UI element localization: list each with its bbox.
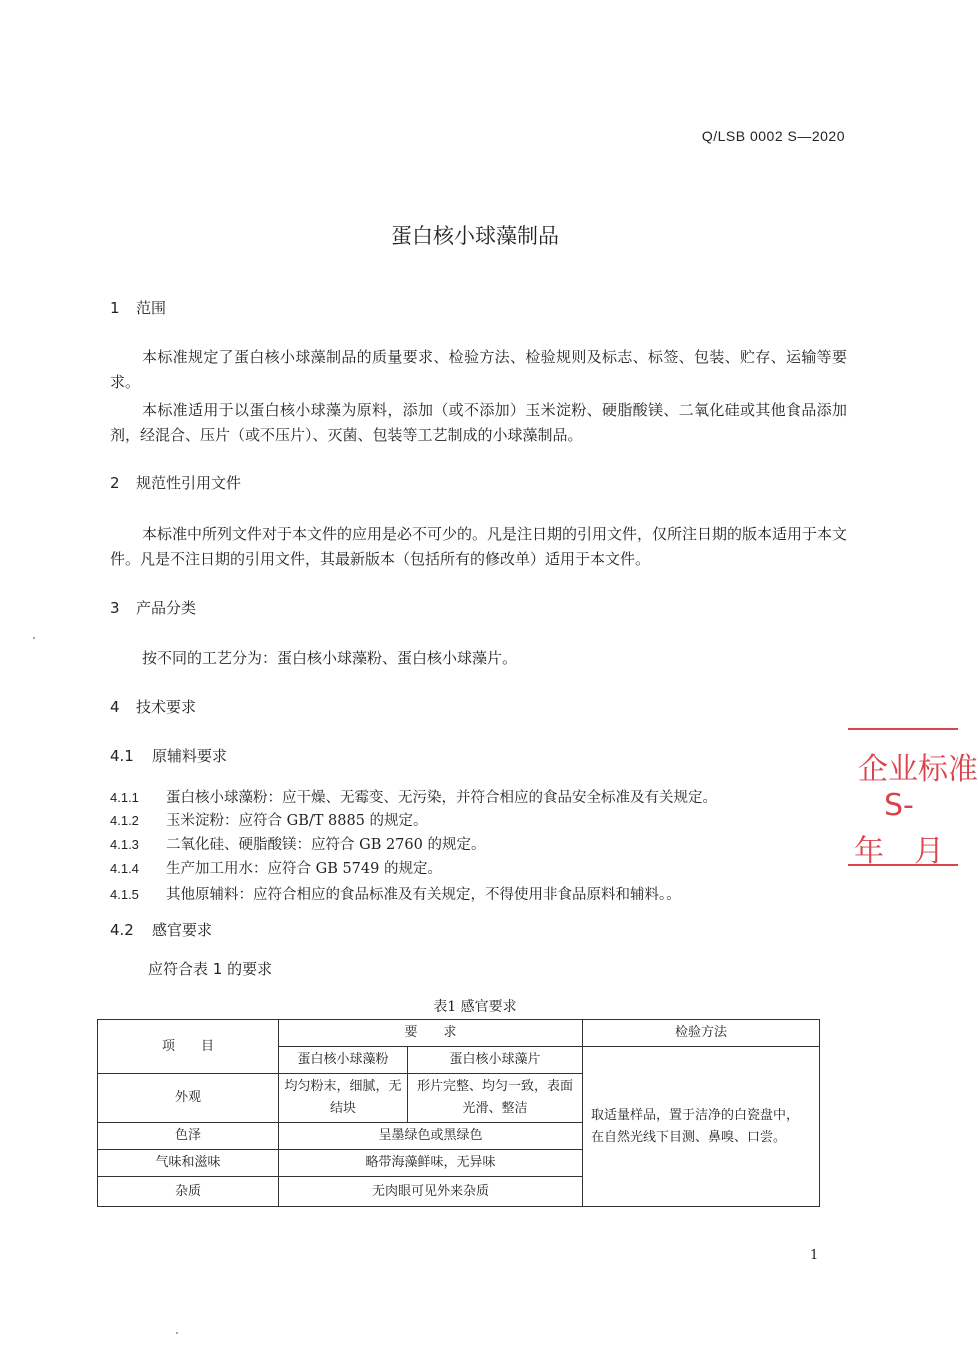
- section-title: 技术要求: [136, 698, 197, 716]
- material-item: [110, 857, 442, 878]
- item-text: 蛋白核小球藻粉：应干燥、无霉变、无污染，并符合相应的食品安全标准及有关规定。: [166, 790, 717, 806]
- header-method: 检验方法: [583, 1020, 820, 1047]
- material-item: [110, 883, 681, 904]
- header-tablet: 蛋白核小球藻片: [408, 1047, 583, 1074]
- row-item: 气味和滋味: [98, 1150, 279, 1177]
- material-item: [110, 786, 717, 807]
- stamp-line-1: 企业标准: [858, 752, 978, 787]
- scope-paragraph-1: 本标准规定了蛋白核小球藻制品的质量要求、检验方法、检验规则及标志、标签、包装、贮存、运输等要求。: [110, 348, 847, 391]
- header-item: 项 目: [98, 1020, 279, 1074]
- section-title: 规范性引用文件: [136, 474, 242, 492]
- section-number: 4.1: [110, 747, 134, 765]
- material-item: [110, 833, 485, 854]
- header-requirement: 要 求: [279, 1020, 583, 1047]
- section-title: 感官要求: [152, 921, 213, 939]
- references-paragraph: 本标准中所列文件对于本文件的应用是必不可少的。凡是注日期的引用文件，仅所注日期的版本适用于本文件。凡是不注日期的引用文件，其最新版本（包括所有的修改单）适用于本文件。: [110, 525, 848, 568]
- item-number: 4.1.2: [110, 813, 139, 828]
- row-item: 色泽: [98, 1123, 279, 1150]
- item-text: 其他原辅料：应符合相应的食品标准及有关规定，不得使用非食品原料和辅料。。: [166, 887, 681, 903]
- scope-paragraph-2: 本标准适用于以蛋白核小球藻为原料，添加（或不添加）玉米淀粉、硬脂酸镁、二氧化硅或其他食品添加剂，经混合、压片（或不压片）、灭菌、包装等工艺制成的小球藻制品。: [110, 401, 847, 444]
- page-number: 1: [810, 1248, 819, 1263]
- row-both: 无肉眼可见外来杂质: [279, 1177, 583, 1207]
- scan-speck: [33, 637, 35, 639]
- row-both: 略带海藻鲜味，无异味: [279, 1150, 583, 1177]
- item-number: 4.1.5: [110, 887, 139, 902]
- scan-speck: [176, 1332, 178, 1334]
- sensory-note: 应符合表 1 的要求: [148, 960, 273, 978]
- section-number: 2: [110, 474, 120, 492]
- classification-paragraph: 按不同的工艺分为：蛋白核小球藻粉、蛋白核小球藻片。: [142, 649, 518, 667]
- section-number: 1: [110, 299, 120, 317]
- table-header-row: [98, 1020, 820, 1047]
- row-item: 外观: [98, 1074, 279, 1123]
- row-item: 杂质: [98, 1177, 279, 1207]
- header-powder: 蛋白核小球藻粉: [279, 1047, 408, 1074]
- row-tablet: 形片完整、均匀一致，表面光滑、整洁: [408, 1074, 583, 1123]
- section-4-heading: [110, 696, 196, 717]
- section-title: 产品分类: [136, 599, 197, 617]
- section-number: 4: [110, 698, 120, 716]
- stamp-line-2: S-: [884, 788, 914, 823]
- method-cell: 取适量样品，置于洁净的白瓷盘中，在自然光线下目测、鼻嗅、口尝。: [583, 1047, 820, 1207]
- section-4-2-heading: [110, 919, 212, 940]
- section-2-heading: [110, 472, 241, 493]
- item-text: 玉米淀粉：应符合 GB/T 8885 的规定。: [166, 813, 428, 829]
- material-item: [110, 809, 428, 830]
- item-text: 生产加工用水：应符合 GB 5749 的规定。: [166, 861, 442, 877]
- section-title: 范围: [136, 299, 167, 317]
- item-number: 4.1.3: [110, 837, 139, 852]
- item-text: 二氧化硅、硬脂酸镁：应符合 GB 2760 的规定。: [166, 837, 486, 853]
- section-4-1-heading: [110, 745, 227, 766]
- table-caption: 表1 感官要求: [433, 999, 517, 1015]
- item-number: 4.1.1: [110, 790, 139, 805]
- section-number: 4.2: [110, 921, 134, 939]
- section-1-heading: [110, 297, 166, 318]
- row-powder: 均匀粉末，细腻，无结块: [279, 1074, 408, 1123]
- sensory-requirements-table: [97, 1019, 820, 1207]
- stamp-line-3: 年 月: [854, 834, 944, 869]
- item-number: 4.1.4: [110, 861, 139, 876]
- document-title: 蛋白核小球藻制品: [391, 224, 559, 248]
- section-title: 原辅料要求: [152, 747, 228, 765]
- section-3-heading: [110, 597, 196, 618]
- standard-code: Q/LSB 0002 S—2020: [701, 128, 845, 144]
- section-number: 3: [110, 599, 120, 617]
- row-both: 呈墨绿色或黑绿色: [279, 1123, 583, 1150]
- company-stamp: [848, 728, 978, 869]
